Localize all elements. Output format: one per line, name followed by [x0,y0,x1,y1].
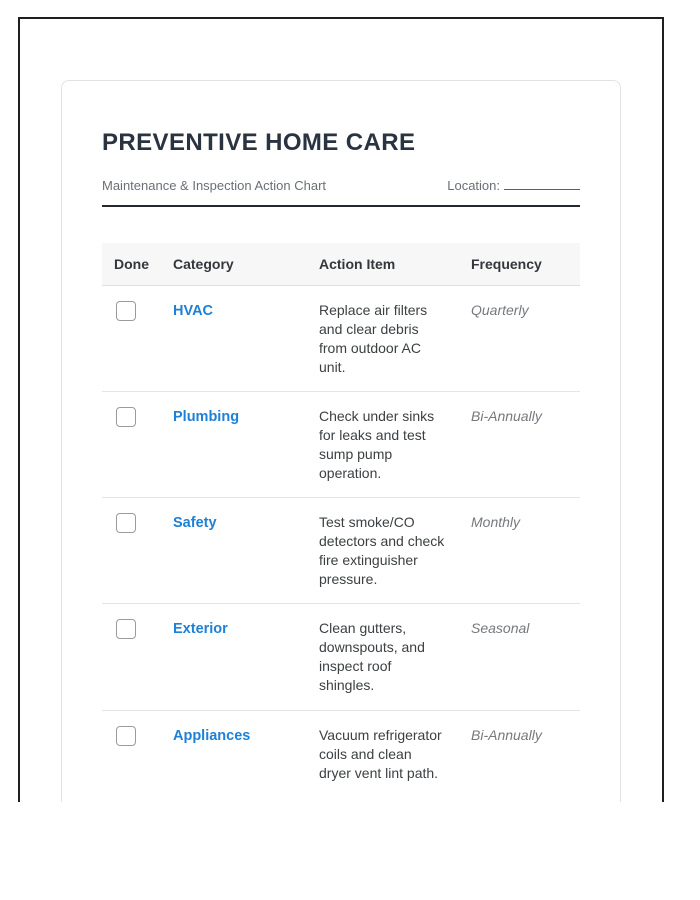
frequency-text: Bi-Annually [471,726,542,743]
action-text: Test smoke/CO detectors and check fire extinguisher pressure. [319,514,445,588]
done-checkbox[interactable] [116,619,136,639]
category-label: Exterior [173,621,228,638]
column-header-action: Action Item [307,243,459,286]
action-text: Check under sinks for leaks and test sump pump operation. [319,408,435,482]
done-checkbox[interactable] [116,513,136,533]
done-checkbox[interactable] [116,407,136,427]
done-checkbox[interactable] [116,301,136,321]
table-header-row [102,243,580,286]
checklist-card [61,80,621,802]
column-header-done: Done [102,243,161,286]
location-field [447,178,580,193]
column-header-category: Category [161,243,307,286]
table-row [102,498,580,604]
category-label: Safety [173,515,217,532]
action-text: Clean gutters, downspouts, and inspect roof shingles. [319,620,425,694]
category-label: Plumbing [173,409,240,426]
page-frame [18,17,664,802]
column-header-frequency: Frequency [459,243,580,286]
meta-row [102,178,580,193]
frequency-text: Bi-Annually [471,408,542,425]
frequency-text: Monthly [471,514,521,531]
action-text: Vacuum refrigerator coils and clean dryer vent lint path. [319,726,442,781]
location-label: Location: [447,178,500,193]
action-text: Replace air filters and clear debris from outdoor AC unit. [319,302,428,376]
done-checkbox[interactable] [116,726,136,746]
table-row [102,710,580,797]
frequency-text: Quarterly [471,302,529,318]
table-row [102,604,580,710]
category-label: Appliances [173,727,251,744]
header-rule [102,205,580,207]
category-label: HVAC [173,303,214,319]
frequency-text: Seasonal [471,620,530,637]
location-blank-line [504,178,580,190]
subtitle: Maintenance & Inspection Action Chart [102,178,327,193]
page-title: PREVENTIVE HOME CARE [102,129,416,156]
table-row [102,392,580,498]
maintenance-table [102,243,580,797]
table-row [102,286,580,392]
